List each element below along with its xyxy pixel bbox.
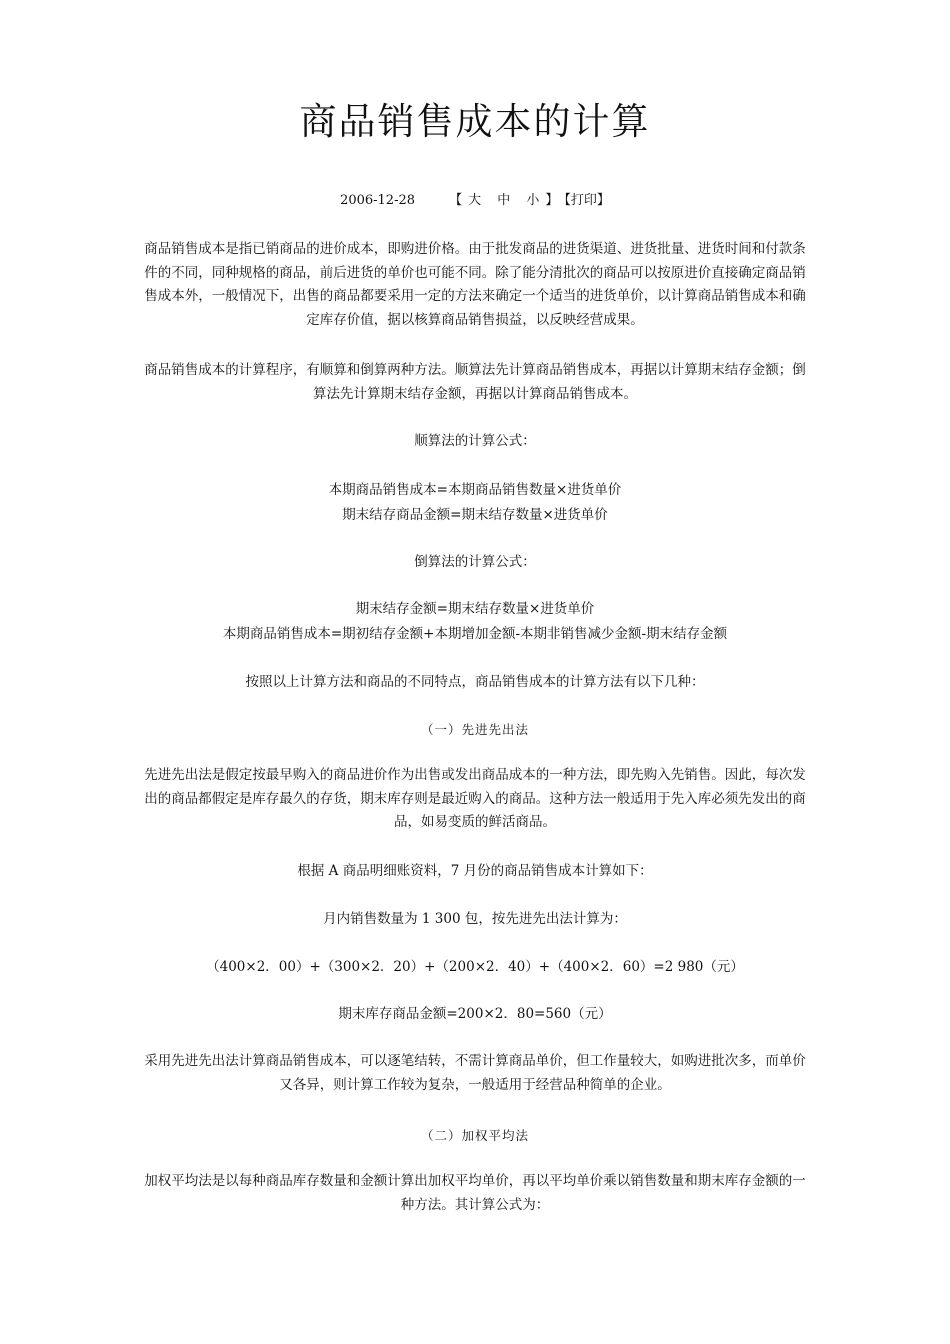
paragraph-weighted-average-definition: 加权平均法是以每种商品库存数量和金额计算出加权平均单价，再以平均单价乘以销售数量和期末库存金额的一种方法。其计算公式为：	[144, 1173, 806, 1213]
formula-ending-inventory: 期末结存商品金额=期末结存数量×进货单价	[342, 507, 608, 523]
paragraph-example-intro: 根据 A 商品明细账资料，7 月份的商品销售成本计算如下：	[297, 863, 653, 879]
paragraph-fifo-evaluation: 采用先进先出法计算商品销售成本，可以逐笔结转，不需计算商品单价，但工作量较大，如购进批次多，而单价又各异，则计算工作较为复杂，一般适用于经营品种简单的企业。	[144, 1053, 806, 1093]
formula-sales-cost: 本期商品销售成本=本期商品销售数量×进货单价	[328, 482, 622, 498]
paragraph-monthly-sales: 月内销售数量为 1 300 包，按先进先出法计算为：	[323, 911, 627, 927]
font-size-control[interactable]: 【大 中 小】	[449, 193, 565, 208]
paragraph-fifo-definition: 先进先出法是假定按最早购入的商品进价作为出售或发出商品成本的一种方法，即先购入先销售。因此，每次发出的商品都假定是库存最久的存货，期末库存则是最近购入的商品。这种方法一般适用于先入库必须先发出的商品，如易变质的鲜活商品。	[144, 767, 806, 830]
formula-ending-amount: 期末结存金额=期末结存数量×进货单价	[355, 601, 595, 617]
formula-fifo-calc: （400×2．00）+（300×2．20）+（200×2．40）+（400×2．60）=2 980（元）	[206, 959, 744, 975]
paragraph-methods-intro: 按照以上计算方法和商品的不同特点，商品销售成本的计算方法有以下几种：	[245, 674, 705, 690]
paragraph-reverse-formula-label: 倒算法的计算公式：	[414, 554, 536, 570]
paragraph-definition: 商品销售成本是指已销商品的进价成本，即购进价格。由于批发商品的进货渠道、进货批量、进货时间和付款条件的不同，同种规格的商品，前后进货的单价也可能不同。除了能分清批次的商品可以按原进价直接确定商品销售成本外，一般情况下，出售的商品都要采用一定的方法来确定一个适当的进货单价，以计算商品销售成本和确定库存价值，据以核算商品销售损益，以反映经营成果。	[144, 241, 806, 328]
article-meta	[0, 190, 950, 212]
formula-reverse-sales-cost: 本期商品销售成本=期初结存金额+本期增加金额-本期非销售减少金额-期末结存金额	[222, 626, 728, 642]
formula-ending-stock: 期末库存商品金额=200×2．80=560（元）	[338, 1006, 612, 1022]
paragraph-forward-formula-label: 顺算法的计算公式：	[414, 433, 536, 449]
page-title: 商品销售成本的计算	[299, 100, 651, 143]
publish-date: 2006-12-28	[340, 193, 416, 208]
paragraph-procedure: 商品销售成本的计算程序，有顺算和倒算两种方法。顺算法先计算商品销售成本，再据以计算期末结存金额；倒算法先计算期末结存金额，再据以计算商品销售成本。	[144, 362, 806, 402]
section-heading-weighted-average: （二）加权平均法	[420, 1128, 529, 1143]
print-link[interactable]: 【打印】	[564, 193, 610, 208]
section-heading-fifo: （一）先进先出法	[420, 722, 529, 737]
